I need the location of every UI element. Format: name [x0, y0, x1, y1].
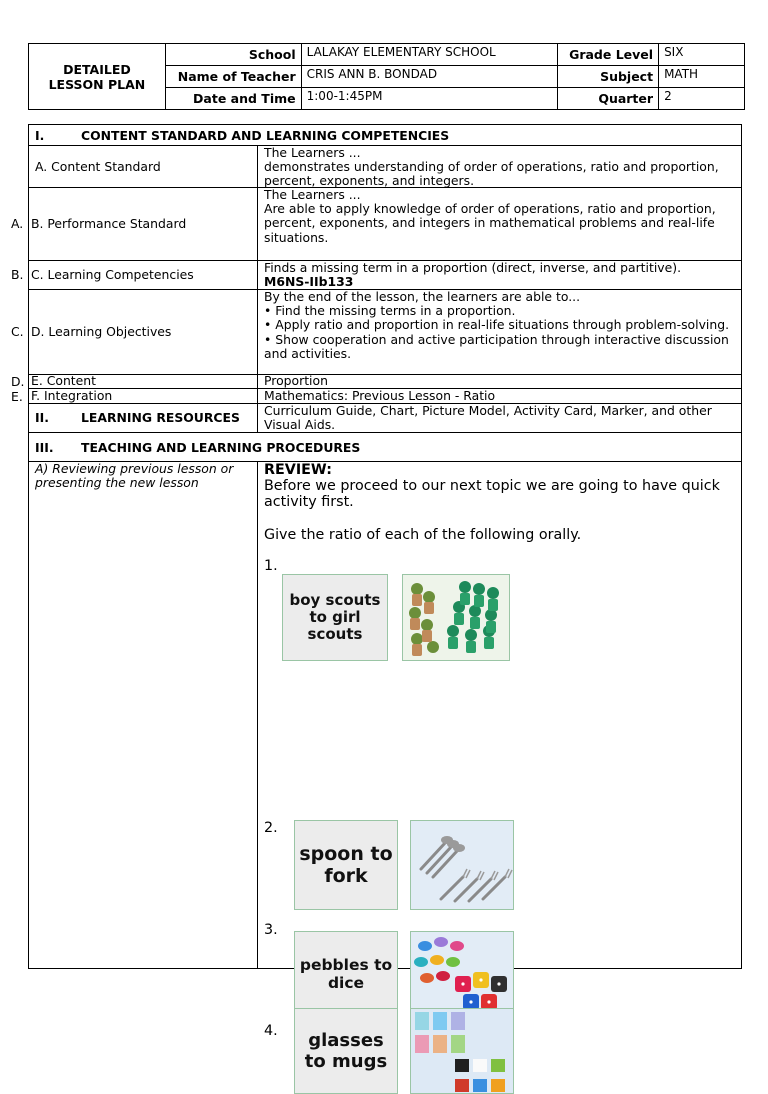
resources-value: Curriculum Guide, Chart, Picture Model, Activity Card, Marker, and other Visual Aids. [264, 403, 712, 433]
date-value: 1:00-1:45PM [301, 88, 558, 110]
competencies-row [11, 260, 741, 290]
integration-value: Mathematics: Previous Lesson - Ratio [264, 388, 496, 403]
performance-text-2: Are able to apply knowledge of order of operations, ratio and proportion, percent, exponents, and integers in mathematical problems and real-life situations. [264, 201, 716, 245]
section-1-heading [29, 125, 741, 146]
date-label: Date and Time [165, 88, 301, 110]
review-instruction: Give the ratio of each of the following orally. [264, 527, 582, 543]
competency-code: M6NS-IIb133 [264, 274, 354, 290]
item-4-card-text: glasses to mugs [304, 1030, 388, 1072]
item-3-card [294, 931, 398, 1017]
quarter-label: Quarter [558, 88, 659, 110]
section-1-title: CONTENT STANDARD AND LEARNING COMPETENCIES [81, 128, 450, 143]
item-2-number: 2. [264, 820, 278, 836]
section-3-heading [29, 433, 741, 462]
item-4-number: 4. [264, 1023, 278, 1039]
header-table [28, 43, 745, 110]
performance-side-letter: A. [11, 216, 24, 231]
school-label: School [165, 44, 301, 66]
item-2-card-text: spoon to fork [299, 843, 393, 887]
objective-1: • Find the missing terms in a proportion. [264, 303, 516, 319]
quarter-value: 2 [659, 88, 745, 110]
performance-text-1: The Learners ... [264, 187, 361, 202]
teacher-value: CRIS ANN B. BONDAD [301, 66, 558, 88]
integration-side-letter: E. [11, 389, 23, 404]
pebbles-dice-picture [410, 931, 514, 1017]
grade-label: Grade Level [558, 44, 659, 66]
performance-standard-label: B. Performance Standard [31, 216, 187, 231]
cutlery-icon [411, 821, 514, 910]
objectives-row [11, 289, 741, 375]
section-2-title: LEARNING RESOURCES [81, 410, 240, 425]
item-3-number: 3. [264, 922, 278, 938]
section-2-number: II. [35, 410, 49, 425]
competency-text: Finds a missing term in a proportion (direct, inverse, and partitive). [264, 260, 682, 275]
content-standard-label: A. Content Standard [35, 159, 161, 174]
procedure-step-label: A) Reviewing previous lesson or presenting the new lesson [35, 461, 234, 491]
integration-row [11, 388, 741, 404]
review-title: REVIEW: [264, 462, 332, 478]
lesson-table [11, 124, 742, 1072]
grade-value: SIX [659, 44, 745, 66]
review-text: Before we proceed to our next topic we are going to have quick activity first. [264, 478, 720, 510]
performance-standard-row [11, 187, 741, 261]
content-standard-text-1: The Learners ... [264, 145, 361, 160]
integration-label: F. Integration [31, 388, 113, 403]
item-1-card [282, 574, 388, 661]
glasses-mugs-icon [411, 1009, 514, 1094]
item-4-card [294, 1008, 398, 1094]
objectives-label: D. Learning Objectives [31, 324, 172, 339]
item-3-card-text: pebbles to dice [299, 956, 393, 992]
section-2-row [29, 404, 741, 433]
content-side-letter: D. [11, 374, 25, 389]
spoon-fork-picture [410, 820, 514, 910]
lesson-plan-title: DETAILED LESSON PLAN [29, 44, 166, 110]
section-1-number: I. [35, 128, 45, 143]
procedures-row [29, 461, 741, 1072]
item-1-number: 1. [264, 558, 278, 574]
scouts-icon [403, 575, 510, 661]
teacher-label: Name of Teacher [165, 66, 301, 88]
objective-3: • Show cooperation and active participation through interactive discussion and activities. [264, 331, 729, 361]
content-standard-text-2: demonstrates understanding of order of operations, ratio and proportion, percent, exponents, and integers. [264, 159, 719, 189]
scouts-picture [402, 574, 510, 661]
pebbles-dice-icon [411, 932, 514, 1017]
subject-value: MATH [659, 66, 745, 88]
objective-2: • Apply ratio and proportion in real-life situations through problem-solving. [264, 317, 730, 333]
subject-label: Subject [558, 66, 659, 88]
item-2-card [294, 820, 398, 910]
competency-side-letter: B. [11, 267, 24, 282]
content-row [11, 373, 741, 389]
section-3-number: III. [35, 440, 54, 455]
school-value: LALAKAY ELEMENTARY SCHOOL [301, 44, 558, 66]
content-label: E. Content [31, 373, 96, 388]
content-value: Proportion [264, 373, 328, 388]
objectives-intro: By the end of the lesson, the learners are able to... [264, 289, 581, 304]
objectives-side-letter: C. [11, 324, 24, 339]
competencies-label: C. Learning Competencies [31, 267, 194, 282]
glasses-mugs-picture [410, 1008, 514, 1094]
section-3-title: TEACHING AND LEARNING PROCEDURES [81, 440, 361, 455]
content-standard-row [29, 146, 741, 188]
item-1-card-text: boy scouts to girl scouts [289, 591, 381, 643]
